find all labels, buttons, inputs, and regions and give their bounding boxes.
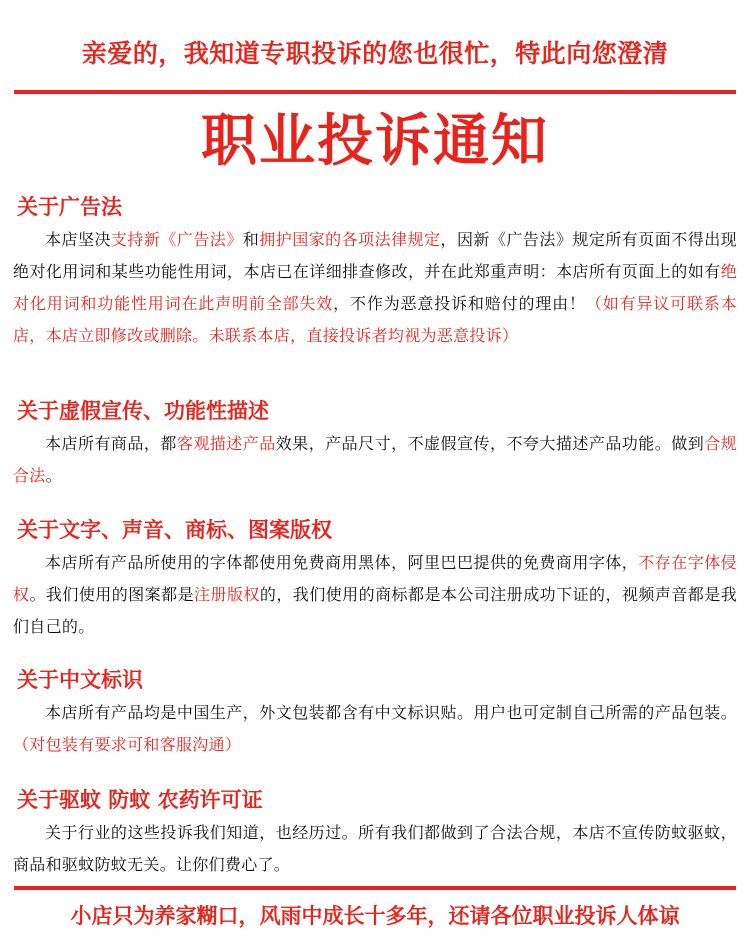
highlight-text: 支持新《广告法》: [110, 230, 243, 249]
body-text: ，不作为恶意投诉和赔付的理由！: [333, 294, 586, 313]
body-text: 效果，产品尺寸，不虚假宣传，不夸大描述产品功能。做到: [275, 434, 705, 453]
body-text: 本店坚决: [45, 230, 111, 249]
highlight-text: （如有异议可联系本店，本店立即修改或删除。未联系本店，直接投诉者均视为恶意投诉）: [13, 294, 737, 345]
body-text: 本店所有产品均是中国生产，外文包装都含有中文标识贴。用户也可定制自己所需的产品包装。: [45, 703, 737, 722]
section-heading: 关于驱蚊 防蚊 农药许可证: [17, 788, 263, 812]
highlight-text: 不存在字体侵权: [13, 553, 737, 604]
highlight-text: 拥护国家的各项法律规定: [259, 230, 441, 249]
body-text: 本店所有商品，都: [45, 434, 177, 453]
highlight-text: （对包装有要求可和客服沟通）: [13, 735, 242, 754]
body-text: 。: [45, 466, 62, 485]
section-advertising-law: [13, 192, 737, 352]
bottom-banner-text: 小店只为养家糊口，风雨中成长十多年，还请各位职业投诉人体谅: [70, 904, 680, 928]
divider-top: [14, 90, 736, 94]
body-text: 的，我们使用的商标都是本公司注册成功下证的，视频声音都是我们自己的。: [13, 585, 737, 636]
highlight-text: 注册版权: [194, 585, 260, 604]
section-heading: 关于中文标识: [17, 668, 143, 692]
section-heading: 关于广告法: [17, 195, 122, 219]
section-paragraph: [13, 428, 737, 492]
section-false-advertising: [13, 396, 737, 492]
section-paragraph: [13, 547, 737, 643]
section-heading: 关于文字、声音、商标、图案版权: [17, 518, 332, 542]
page-title: 职业投诉通知: [201, 109, 549, 174]
highlight-text: 合规合法: [13, 434, 737, 485]
body-text: 。我们使用的图案都是: [29, 585, 195, 604]
body-text: ，因新《广告法》规定所有页面不得出现绝对化用词和某些功能性用词，本店已在详细排查修改，并在此郑重声明：本店所有页面上的如有: [13, 230, 737, 281]
section-chinese-labeling: [13, 665, 737, 761]
section-paragraph: [13, 224, 737, 352]
body-text: 和: [242, 230, 260, 249]
highlight-text: 绝对化用词和功能性用词在此声明前全部失效: [13, 262, 737, 313]
section-paragraph: [13, 817, 737, 881]
body-text: 关于行业的这些投诉我们知道，也经历过。所有我们都做到了合法合规，本店不宣传防蚊驱蚊，商品和驱蚊防蚊无关。让你们费心了。: [13, 823, 737, 874]
section-paragraph: [13, 697, 737, 761]
section-copyright: [13, 515, 737, 643]
top-banner-text: 亲爱的，我知道专职投诉的您也很忙，特此向您澄清: [81, 39, 669, 68]
highlight-text: 客观描述产品: [176, 434, 276, 453]
section-mosquito-license: [13, 785, 737, 881]
body-text: 本店所有产品所使用的字体都使用免费商用黑体，阿里巴巴提供的免费商用字体，: [45, 553, 639, 572]
divider-bottom: [14, 886, 736, 890]
section-heading: 关于虚假宣传、功能性描述: [17, 399, 269, 423]
